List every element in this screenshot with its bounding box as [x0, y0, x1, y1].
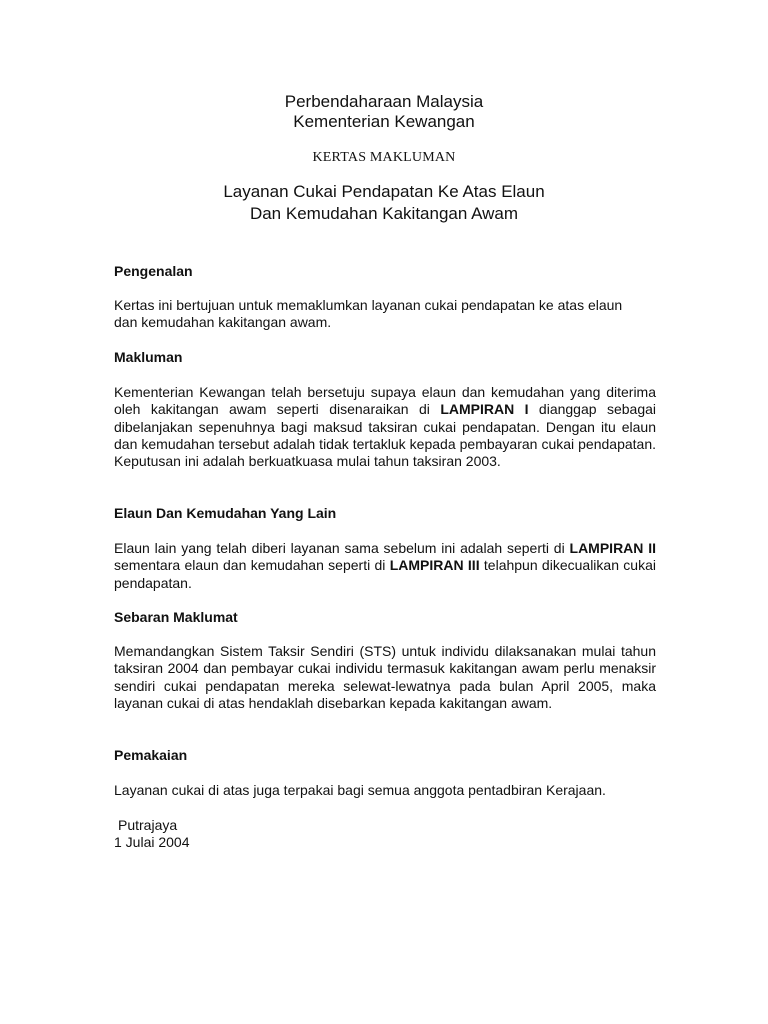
- document-title-line2: Dan Kemudahan Kakitangan Awam: [249, 204, 519, 223]
- heading-pemakaian: Pemakaian: [114, 747, 188, 763]
- elaun-lain-text-3: telahpun dikecualikan cukai pendapatan.: [114, 557, 656, 591]
- paragraph-makluman: [114, 384, 656, 470]
- paragraph-sebaran: Memandangkan Sistem Taksir Sendiri (STS) untuk individu dilaksanakan mulai tahun taksiran 2004 dan pembayar cukai individu termasuk kakitangan awam perlu menaksir sendiri cukai pendapatan mereka selewat-lewatnya pada bulan April 2005, maka layanan cukai di atas hendaklah disebarkan kepada kakitangan awam.: [114, 643, 656, 711]
- elaun-lain-text-2: sementara elaun dan kemudahan seperti di: [114, 557, 390, 574]
- heading-pengenalan: Pengenalan: [114, 263, 193, 279]
- signoff-date: 1 Julai 2004: [114, 834, 190, 850]
- elaun-lain-text-1: Elaun lain yang telah diberi layanan sama sebelum ini adalah seperti di: [114, 540, 570, 556]
- makluman-text-1: Kementerian Kewangan telah bersetuju supaya elaun dan kemudahan yang diterima oleh kakitangan awam seperti disenaraikan di: [114, 384, 656, 418]
- heading-sebaran: Sebaran Maklumat: [114, 609, 238, 625]
- org-name-line2: Kementerian Kewangan: [293, 112, 475, 131]
- lampiran-i-ref: LAMPIRAN I: [440, 401, 529, 418]
- paragraph-pemakaian: Layanan cukai di atas juga terpakai bagi semua anggota pentadbiran Kerajaan.: [114, 782, 606, 798]
- org-name-line1: Perbendaharaan Malaysia: [284, 92, 484, 111]
- makluman-text-2: dianggap sebagai dibelanjakan sepenuhnya bagi maksud taksiran cukai pendapatan. Dengan itu elaun dan kemudahan tersebut adalah tidak tertakluk kepada pembayaran cukai pendapatan. Keputusan ini adalah berkuatkuasa mulai tahun taksiran 2003.: [114, 401, 656, 470]
- paragraph-elaun-lain: [114, 540, 656, 592]
- heading-elaun-lain: Elaun Dan Kemudahan Yang Lain: [114, 505, 337, 521]
- lampiran-ii-ref: LAMPIRAN II: [569, 540, 656, 556]
- heading-makluman: Makluman: [114, 349, 183, 365]
- document-title-line1: Layanan Cukai Pendapatan Ke Atas Elaun: [223, 182, 545, 201]
- lampiran-iii-ref: LAMPIRAN III: [389, 557, 480, 574]
- paragraph-pengenalan: Kertas ini bertujuan untuk memaklumkan layanan cukai pendapatan ke atas elaun dan kemudahan kakitangan awam.: [114, 297, 623, 331]
- document-type: KERTAS MAKLUMAN: [312, 150, 456, 165]
- signoff-place: Putrajaya: [118, 817, 178, 833]
